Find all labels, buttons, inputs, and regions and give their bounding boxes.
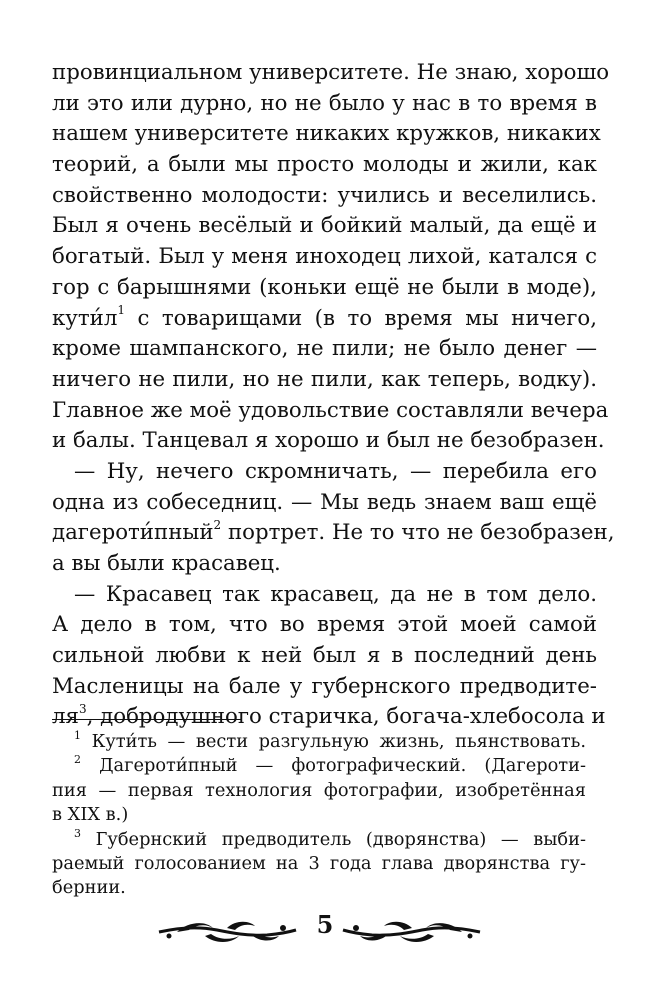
text-line: сильной любви к ней был я в последний день: [52, 643, 597, 669]
text-line: Главное же моё удовольствие составляли вечера: [52, 397, 609, 423]
text-line: $кути́л^1$ с товарищами (в то время мы ничего,: [52, 303, 597, 331]
text-line: одна из собеседниц. — Мы ведь знаем ваш ещё: [52, 489, 597, 515]
text-line: нашем университете никаких кружков, никаких: [52, 121, 601, 147]
text-line: $ля^3$, добродушного старичка, богача-хлебосола и: [52, 702, 606, 730]
footnote-line: раемый голосованием на 3 года глава дворянства гу-: [52, 852, 586, 874]
page-footer: [0, 910, 649, 950]
footnote-number: 1: [74, 729, 81, 743]
footnote-ref: 2: [213, 518, 222, 533]
footnote-line: бернии.: [52, 877, 126, 899]
footnote-number: 2: [74, 753, 81, 767]
text-line: Был я очень весёлый и бойкий малый, да ещё и: [52, 213, 597, 239]
footnote-line: $^2$ Дагероти́пный — фотографический. (Дагероти-: [74, 753, 586, 777]
text-line: свойственно молодости: учились и веселились.: [52, 182, 597, 208]
text-line: провинциальном университете. Не знаю, хорошо: [52, 60, 610, 85]
text-line: Масленицы на бале у губернского предводите-: [52, 673, 597, 699]
flourish-ornament-icon: [342, 918, 482, 946]
text-line: дагероти́пный$^2$ портрет. Не то что не безобразен,: [52, 518, 615, 546]
text-line: — Ну, нечего скромничать, — перебила его: [74, 458, 597, 484]
page-number: 5: [316, 910, 334, 939]
footnote-ref: 3: [78, 702, 87, 717]
footnote-number: 3: [74, 826, 81, 840]
text-line: ничего не пили, но не пили, как теперь, водку).: [52, 366, 597, 392]
text-line: А дело в том, что во время этой моей самой: [52, 612, 597, 638]
text-line: ли это или дурно, но не было у нас в то время в: [52, 90, 597, 116]
footnotes: [52, 730, 586, 901]
footnote-ref: 1: [117, 303, 125, 318]
footnote-line: пия — первая технология фотографии, изобретённая: [52, 779, 586, 801]
text-line: теорий, а были мы просто молоды и жили, как: [52, 152, 597, 178]
text-line: а вы были красавец.: [52, 551, 281, 576]
text-line: — Красавец так красавец, да не в том дело.: [74, 581, 597, 607]
text-line: кроме шампанского, не пили; не было денег —: [52, 336, 597, 362]
footnote-line: $^3$ Губернский предводитель (дворянства) — выби-: [74, 826, 586, 850]
flourish-ornament-icon: [157, 918, 297, 946]
footnote-line: в XIX в.): [52, 804, 129, 826]
footnote-line: $^1$ Кути́ть — вести разгульную жизнь, пьянствовать.: [74, 729, 586, 752]
text-line: богатый. Был у меня иноходец лихой, катался с: [52, 244, 597, 270]
main-text: [52, 58, 615, 733]
footnote-separator: [52, 719, 241, 720]
text-line: гор с барышнями (коньки ещё не были в моде),: [52, 274, 597, 300]
text-line: и балы. Танцевал я хорошо и был не безобразен.: [52, 428, 605, 454]
